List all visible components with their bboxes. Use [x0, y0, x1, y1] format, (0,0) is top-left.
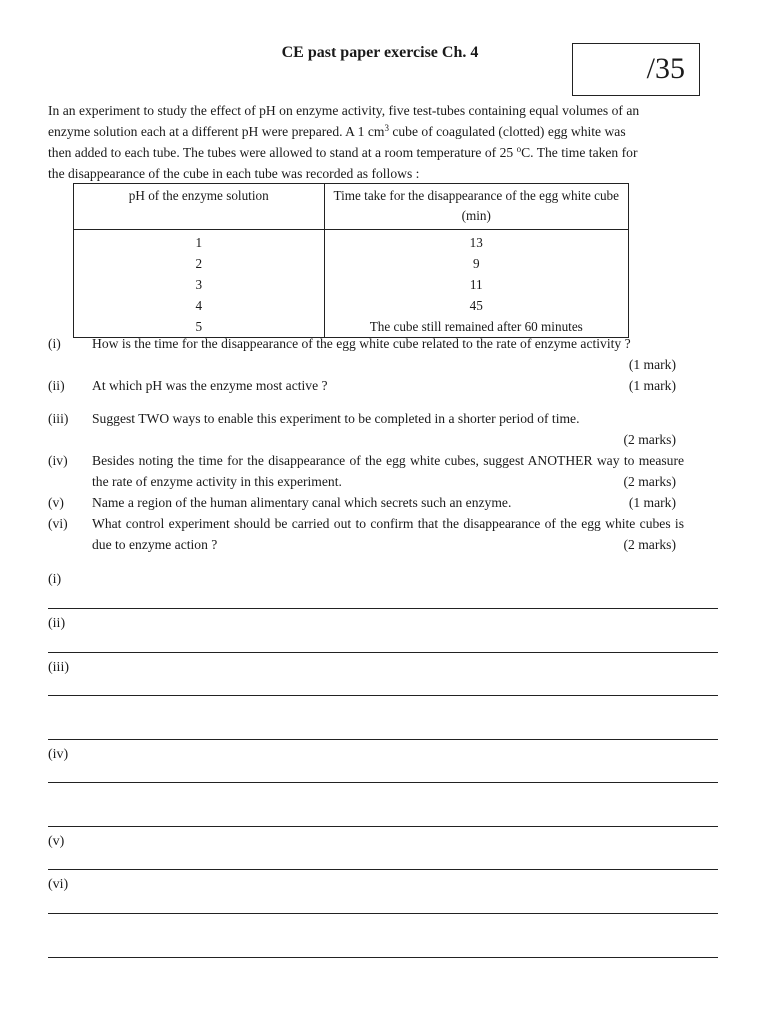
answer-line[interactable] [48, 869, 718, 870]
intro-line: In an experiment to study the effect of pH on enzyme activity, five test-tubes containing equal volumes of an [48, 103, 640, 118]
table-cell: 2 [74, 254, 325, 275]
page-title: CE past paper exercise Ch. 4 [281, 44, 479, 61]
question-text: What control experiment should be carried out to confirm that the disappearance of the egg white cubes is due to enzyme action ? [92, 516, 684, 552]
table-cell: 1 [74, 230, 325, 254]
table-cell: 3 [74, 275, 325, 296]
table-cell: 45 [324, 295, 628, 316]
table-cell: 13 [324, 230, 628, 254]
question-number: (i) [48, 336, 61, 351]
question-number: (ii) [48, 378, 65, 393]
table-row [74, 295, 629, 316]
answer-line[interactable] [48, 782, 718, 783]
question-text: Name a region of the human alimentary canal which secrets such an enzyme. [92, 495, 512, 510]
answer-label-iv: (iv) [48, 747, 69, 762]
answer-label-v: (v) [48, 834, 65, 849]
results-table [73, 183, 629, 338]
question-marks: (1 mark) [628, 495, 676, 510]
answer-line[interactable] [48, 608, 718, 609]
table-cell: 11 [324, 275, 628, 296]
question-marks: (1 mark) [628, 378, 676, 393]
table-header-time: Time take for the disappearance of the egg white cube (min) [324, 184, 628, 230]
question-marks: (2 marks) [623, 432, 676, 447]
question-marks: (1 mark) [628, 357, 676, 372]
answer-line[interactable] [48, 695, 718, 696]
intro-line: then added to each tube. The tubes were allowed to stand at a room temperature of 25 $^o$C. The time taken for [48, 144, 638, 160]
table-cell: 4 [74, 295, 325, 316]
question-number: (vi) [48, 516, 68, 531]
score-box [572, 43, 700, 96]
question-text: At which pH was the enzyme most active ? [92, 378, 328, 393]
table-row [74, 254, 629, 275]
question-text: Besides noting the time for the disappearance of the egg white cubes, suggest ANOTHER way to measure the rate of enzyme activity in this experiment. [92, 453, 684, 489]
question-number: (iv) [48, 453, 68, 468]
answer-label-i: (i) [48, 572, 62, 587]
total-score: /35 [646, 52, 685, 85]
intro-line: the disappearance of the cube in each tube was recorded as follows : [48, 166, 420, 181]
answer-line[interactable] [48, 739, 718, 740]
question-text: How is the time for the disappearance of the egg white cube related to the rate of enzyme activity ? [92, 336, 631, 351]
table-header-ph: pH of the enzyme solution [74, 184, 325, 230]
table-cell: The cube still remained after 60 minutes [324, 316, 628, 337]
answer-line[interactable] [48, 957, 718, 958]
table-row [74, 275, 629, 296]
answer-line[interactable] [48, 826, 718, 827]
answer-label-iii: (iii) [48, 660, 69, 675]
table-row [74, 230, 629, 254]
question-text: Suggest TWO ways to enable this experiment to be completed in a shorter period of time. [92, 411, 580, 426]
question-marks: (2 marks) [623, 474, 676, 489]
intro-paragraph [48, 100, 698, 184]
table-cell: 9 [324, 254, 628, 275]
answer-line[interactable] [48, 913, 718, 914]
answer-line[interactable] [48, 652, 718, 653]
table-cell: 5 [74, 316, 325, 337]
answer-label-ii: (ii) [48, 616, 66, 631]
question-number: (v) [48, 495, 64, 510]
answer-label-vi: (vi) [48, 877, 69, 892]
question-marks: (2 marks) [623, 537, 676, 552]
question-number: (iii) [48, 411, 69, 426]
intro-line: enzyme solution each at a different pH were prepared. A 1 $cm^3$ cube of coagulated (clotted) egg white was [48, 123, 626, 139]
